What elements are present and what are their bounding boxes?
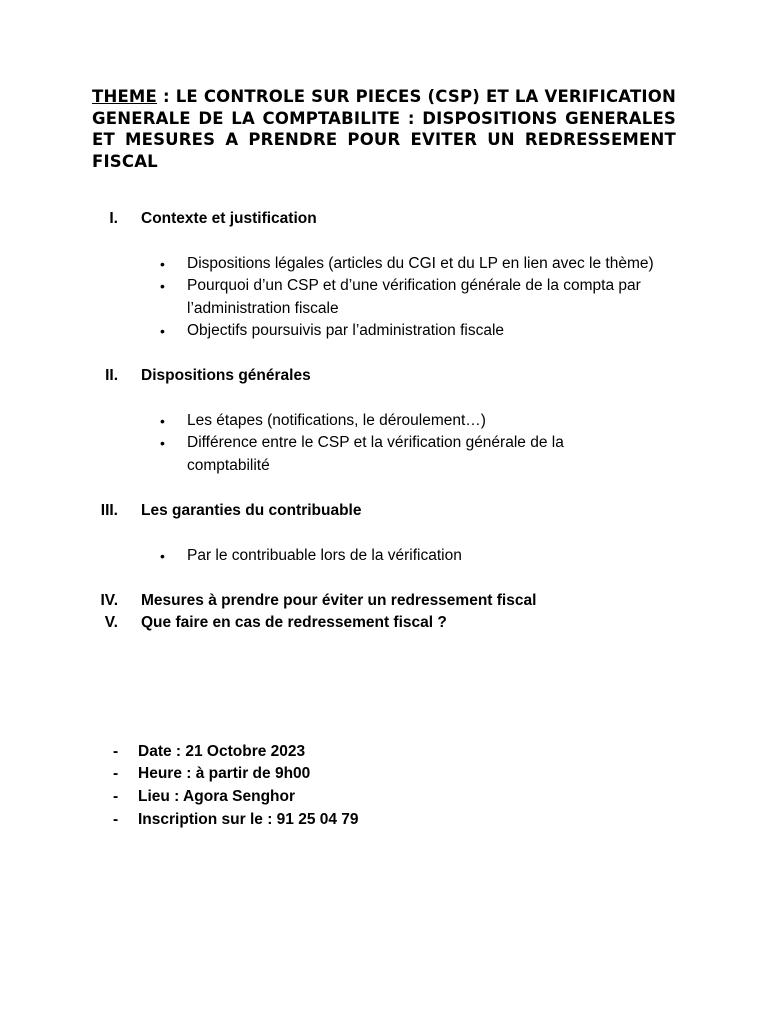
list-item-text: Dispositions légales (articles du CGI et du LP en lien avec le thème) [187, 255, 654, 272]
dash-icon: - [113, 765, 119, 782]
dash-icon: - [113, 788, 119, 805]
list-item-text: Objectifs poursuivis par l’administration fiscale [187, 322, 505, 339]
section-heading-4 [0, 590, 700, 612]
list-item-text: Les étapes (notifications, le déroulement…) [187, 412, 486, 429]
section-numeral: I. [109, 210, 118, 227]
dash-icon: - [113, 743, 119, 760]
section-label: Dispositions générales [141, 367, 311, 384]
list-item [160, 410, 687, 433]
event-registration [113, 809, 359, 832]
event-info-text: Heure : à partir de 9h00 [138, 765, 311, 782]
list-item [160, 253, 687, 276]
section-label: Que faire en cas de redressement fiscal ? [141, 614, 447, 631]
bullet-icon: • [160, 256, 165, 272]
list-item [160, 545, 687, 568]
bullet-icon: • [160, 548, 165, 564]
list-item [160, 432, 607, 477]
list-item [160, 320, 687, 343]
section-label: Les garanties du contribuable [141, 502, 362, 519]
theme-label: THEME [92, 87, 158, 106]
section-label: Mesures à prendre pour éviter un redressement fiscal [141, 592, 537, 609]
list-item [160, 275, 687, 320]
section-heading-5 [0, 612, 700, 634]
dash-icon: - [113, 811, 119, 828]
bullet-icon: • [160, 413, 165, 429]
bullet-icon: • [160, 278, 165, 294]
section-heading-3 [0, 500, 700, 522]
list-item-text: Pourquoi d’un CSP et d’une vérification générale de la compta par l’administration fiscale [187, 277, 641, 317]
bullet-icon: • [160, 435, 165, 451]
section-numeral: IV. [100, 592, 118, 609]
section-numeral: V. [104, 614, 118, 631]
bullet-icon: • [160, 323, 165, 339]
event-info-text: Inscription sur le : 91 25 04 79 [138, 811, 359, 828]
section-heading-2 [0, 365, 700, 387]
event-location [113, 786, 295, 809]
event-date [113, 741, 305, 764]
event-info-text: Lieu : Agora Senghor [138, 788, 296, 805]
title-text: : LE CONTROLE SUR PIECES (CSP) ET LA VERIFICATION GENERALE DE LA COMPTABILITE : DISPOSITIONS GENERALES ET MESURES A PRENDRE POUR EVITER UN REDRESSEMENT FISCAL [92, 87, 676, 171]
event-time [113, 763, 310, 786]
section-label: Contexte et justification [141, 210, 317, 227]
list-item-text: Par le contribuable lors de la vérification [187, 547, 462, 564]
section-heading-1 [0, 208, 700, 230]
event-info-text: Date : 21 Octobre 2023 [138, 743, 306, 760]
section-numeral: III. [100, 502, 118, 519]
list-item-text: Différence entre le CSP et la vérification générale de la comptabilité [187, 434, 564, 474]
document-title [92, 86, 676, 172]
section-numeral: II. [105, 367, 118, 384]
